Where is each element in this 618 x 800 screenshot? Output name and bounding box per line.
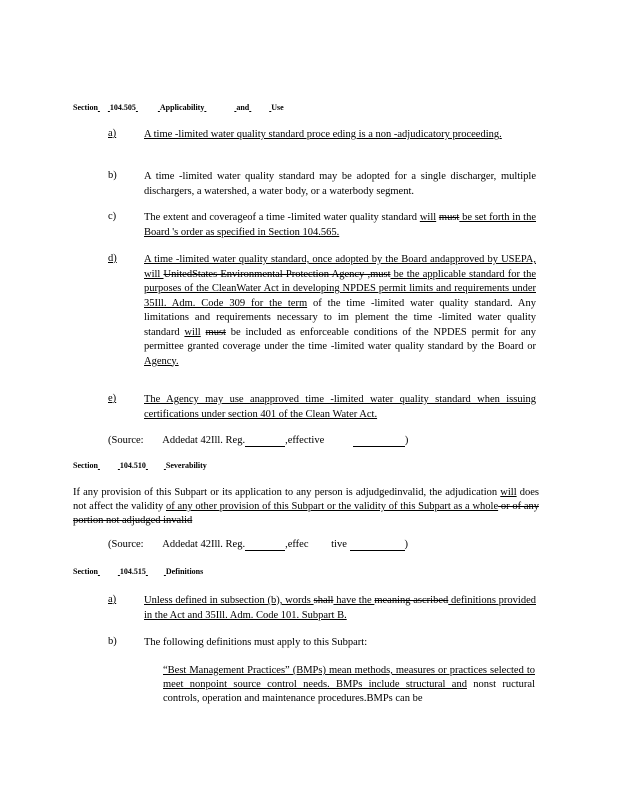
- item-text: A time -limited water quality standard may be adopted for a single discharger, multiple dischargers, a watershed, a water body, or a waterbody segment.: [144, 171, 536, 197]
- item-marker: b): [108, 636, 117, 647]
- section-heading-505: [73, 103, 284, 112]
- definition-bmp: [163, 664, 535, 706]
- inserted-text: will: [184, 326, 201, 338]
- deleted-text: must: [205, 326, 226, 338]
- text-run: nonst ructural controls, operation and maintenance procedures.BMPs can be: [163, 679, 536, 704]
- blank-line: [353, 435, 405, 447]
- deleted-text: or of any portion not adjudged invalid: [73, 501, 539, 526]
- section-title-use: Use: [271, 103, 284, 112]
- blank-line: [245, 539, 285, 551]
- text-run: If any provision of this Subpart or its application to any person is adjudgedinvalid, the adjudication: [73, 487, 501, 498]
- section-title: Severability: [165, 461, 207, 470]
- section-title: Applicability: [159, 103, 205, 112]
- inserted-text: of any other provision of this Subpart or the validity of this Subpart as a whole: [165, 501, 499, 512]
- inserted-text: be the applicable standard for the purposes of the CleanWater Act in developing NPDES permit limits and requirements under 35Ill. Adm. Code 309 for the term: [144, 268, 536, 309]
- deleted-text: shall: [313, 595, 334, 606]
- section-label: Section: [73, 567, 98, 576]
- item-text: The Agency may use anapproved time -limited water quality standard when issuing certifications under section 401 of the Clean Water Act.: [144, 394, 536, 420]
- inserted-text: Agency.: [144, 355, 179, 367]
- text-run: does not affect the validity: [73, 487, 540, 512]
- item-marker: a): [108, 128, 117, 139]
- section-title: Definitions: [165, 567, 204, 576]
- inserted-text: “Best Management Practices” (BMPs) mean methods, measures or practices selected to meet nonpoint source control needs. BMPs include structural and: [163, 665, 535, 690]
- blank-line: [350, 539, 405, 551]
- deleted-text: must: [438, 212, 460, 223]
- inserted-text: will: [419, 212, 437, 223]
- source-added: Addedat 42Ill. Reg.: [162, 539, 246, 550]
- inserted-text: will: [500, 487, 517, 498]
- inserted-text: be set forth in the Board 's order as specified in Section 104.565.: [144, 212, 537, 238]
- source-label: (Source:: [108, 435, 144, 446]
- item-text: [144, 594, 536, 623]
- source-effective-tail: tive: [331, 539, 347, 550]
- inserted-text: definitions provided in the Act and 35Ill. Adm. Code 101. Subpart B.: [144, 595, 536, 621]
- source-added: Addedat 42Ill. Reg.: [162, 435, 246, 446]
- inserted-text: have the: [333, 595, 375, 606]
- section-number: 104.515: [119, 567, 146, 576]
- source-label: (Source:: [108, 539, 144, 550]
- inserted-text: Unless defined in subsection (b), words: [144, 595, 314, 606]
- item-marker: c): [108, 211, 117, 222]
- source-note: [108, 435, 408, 447]
- item-marker: b): [108, 170, 117, 181]
- item-text: The following definitions must apply to this Subpart:: [144, 637, 368, 648]
- item-text: [144, 253, 536, 369]
- text-run: The extent and coverageof a time -limited water quality standard: [144, 212, 420, 223]
- source-note: [108, 539, 408, 551]
- deleted-text: UnitedStates Environmental Protection Agency ,must: [163, 268, 391, 280]
- inserted-text: A time -limited water quality standard, once adopted by the Board andapproved by USEPA, will: [144, 254, 536, 280]
- section-label: Section: [73, 461, 98, 470]
- source-effective: ,effec: [285, 539, 309, 550]
- section-title-and: and: [236, 103, 250, 112]
- item-marker: d): [108, 253, 117, 264]
- section-number: 104.505: [109, 103, 136, 112]
- text-run: be included as enforceable conditions of the NPDES permit for any permittee granted coverage under the time -limited water quality standard by the Board or: [144, 326, 537, 352]
- section-number: 104.510: [119, 461, 146, 470]
- source-effective: ,effective: [285, 435, 325, 446]
- text-run: of the time -limited water quality standard. Any limitations and requirements necessary to im plement the time -limited water quality standard: [144, 297, 536, 338]
- item-text: A time -limited water quality standard proce eding is a non -adjudicatory proceeding.: [144, 129, 502, 140]
- deleted-text: meaning ascribed: [374, 595, 449, 606]
- section-heading-510: [73, 461, 207, 470]
- item-marker: a): [108, 594, 117, 605]
- source-close: ): [404, 539, 408, 550]
- item-marker: e): [108, 393, 117, 404]
- severability-paragraph: [73, 486, 539, 528]
- source-close: ): [404, 435, 409, 446]
- item-text: [144, 211, 536, 240]
- section-label: Section: [73, 103, 98, 112]
- section-heading-515: [73, 567, 203, 576]
- blank-line: [245, 435, 285, 447]
